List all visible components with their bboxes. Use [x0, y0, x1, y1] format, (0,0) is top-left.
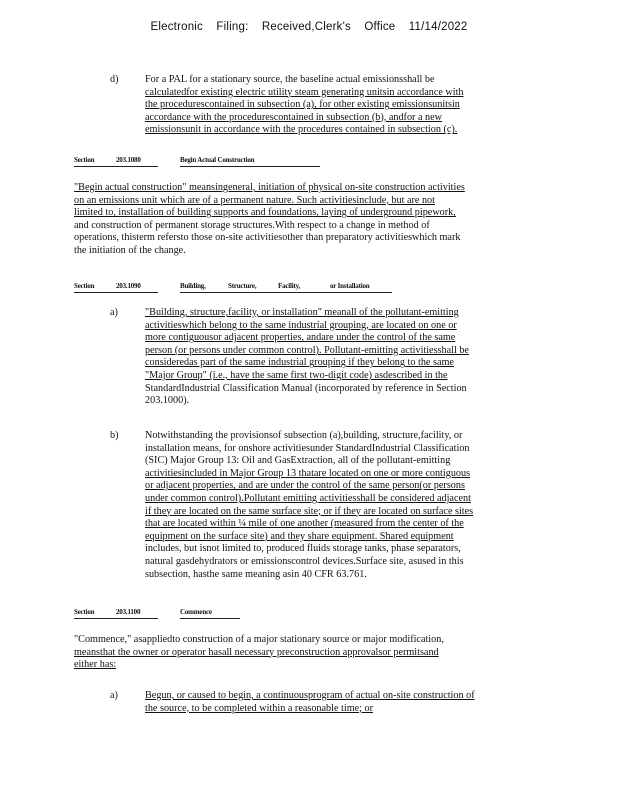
paragraph-begin-actual-construction: [74, 182, 542, 258]
section-underline: [74, 292, 158, 293]
text-line: limited to, installation of building supports and foundations, laying of underground pipework,: [74, 207, 456, 219]
text-line: includes, but isnot limited to, produced fluids storage tanks, phase separators,: [145, 543, 461, 555]
item-marker-b: b): [110, 430, 119, 441]
text-line: the source, to be completed within a reasonable time; or: [145, 702, 374, 714]
text-line: that are located within ¼ mile of one another (measured from the center of the: [145, 518, 464, 530]
section-title-part-1: Building,: [180, 282, 206, 290]
text-line: operations, thisterm refersto those on-site activitiesother than preparatory activitieswhich mark: [74, 232, 461, 244]
filing-header: Electronic Filing: Received,Clerk's Office 11/14/2022: [150, 21, 468, 33]
text-line: accordance with the procedurescontained in subsection (b), andfor a new: [145, 111, 443, 123]
section-title-part-4: or Installation: [330, 282, 370, 290]
text-line: (SIC) Major Group 13: Oil and GasExtraction, all of the pollutant-emitting: [145, 455, 451, 467]
text-line: Notwithstanding the provisionsof subsection (a),building, structure,facility, or: [145, 430, 463, 441]
section-heading-203-1090: [74, 282, 404, 294]
paragraph-bsfi-definition-a: [145, 307, 541, 408]
section-heading-203-1080: [74, 156, 334, 168]
text-line: Begun, or caused to begin, a continuousprogram of actual on-site construction of: [145, 690, 475, 701]
text-line: either has:: [74, 659, 117, 671]
section-title: Commence: [180, 608, 212, 616]
section-number: 203.1100: [116, 608, 141, 616]
text-line: 203.1000).: [145, 395, 190, 407]
section-number: 203.1090: [116, 282, 141, 290]
section-underline: [74, 166, 158, 167]
section-title-underline: [180, 618, 240, 619]
text-line: if they are located on the same surface site; or if they are located on surface sites: [145, 505, 474, 517]
text-line: activitieswhich belong to the same industrial grouping, are located on one or: [145, 319, 457, 331]
paragraph-commence-definition: [74, 634, 514, 672]
section-label: Section: [74, 282, 95, 290]
text-line: the procedurescontained in subsection (a), for other existing emissionsunitsin: [145, 99, 460, 111]
text-line: calculatedfor existing electric utility steam generating unitsin accordance with: [145, 86, 464, 98]
section-number: 203.1080: [116, 156, 141, 164]
section-title-part-3: Facility,: [278, 282, 301, 290]
text-line: person (or persons under common control). Pollutant-emitting activitiesshall be: [145, 344, 469, 356]
text-line: For a PAL for a stationary source, the baseline actual emissionsshall be: [145, 74, 435, 85]
text-line: activitiesincluded in Major Group 13 thatare located on one or more contiguous: [145, 467, 471, 479]
text-line: subsection, hasthe same meaning asin 40 CFR 63.761.: [145, 568, 367, 580]
text-line: emissionsunit in accordance with the procedures contained in subsection (c).: [145, 124, 458, 136]
text-line: StandardIndustrial Classification Manual (incorporated by reference in Section: [145, 382, 467, 394]
text-line: installation means, for onshore activitiesunder StandardIndustrial Classification: [145, 442, 470, 454]
section-title-underline: [180, 292, 392, 293]
section-underline: [74, 618, 158, 619]
paragraph-commence-a: [145, 690, 541, 715]
text-line: on an emissions unit which are of a permanent nature. Such activitiesinclude, but are not: [74, 194, 435, 206]
paragraph-bsfi-definition-b: [145, 430, 541, 581]
text-line: "Major Group" (i.e., have the same first two-digit code) asdescribed in the: [145, 369, 448, 381]
section-label: Section: [74, 608, 95, 616]
section-heading-203-1100: [74, 608, 274, 620]
text-line: and construction of permanent storage structures.With respect to a change in method of: [74, 219, 430, 231]
text-line: "Building, structure,facility, or installation" meanall of the pollutant-emitting: [145, 307, 459, 318]
section-label: Section: [74, 156, 95, 164]
item-marker-a: a): [110, 690, 118, 701]
text-line: under common control).Pollutant emitting activitiesshall be considered adjacent: [145, 492, 471, 504]
item-marker-a: a): [110, 307, 118, 318]
paragraph-d-pal-baseline: [145, 74, 530, 137]
section-title: Begin Actual Construction: [180, 156, 255, 164]
text-line: meansthat the owner or operator hasall necessary preconstruction approvalsor permitsand: [74, 646, 439, 658]
text-line: consideredas part of the same industrial grouping if they belong to the same: [145, 357, 454, 369]
text-line: the initiation of the change.: [74, 244, 186, 256]
text-line: "Commence," asappliedto construction of a major stationary source or major modification,: [74, 634, 444, 645]
text-line: more contiguousor adjacent properties, andare under the control of the same: [145, 332, 456, 344]
text-line: natural gasdehydrators or emissionscontrol devices.Surface site, asused in this: [145, 555, 464, 567]
item-marker-d: d): [110, 74, 119, 85]
section-title-part-2: Structure,: [228, 282, 257, 290]
section-title-underline: [180, 166, 320, 167]
text-line: or adjacent properties, and are under the control of the same person(or persons: [145, 480, 465, 492]
text-line: equipment on the surface site) and they share equipment. Shared equipment: [145, 530, 454, 542]
text-line: "Begin actual construction" meansingeneral, initiation of physical on-site construction activities: [74, 182, 465, 193]
